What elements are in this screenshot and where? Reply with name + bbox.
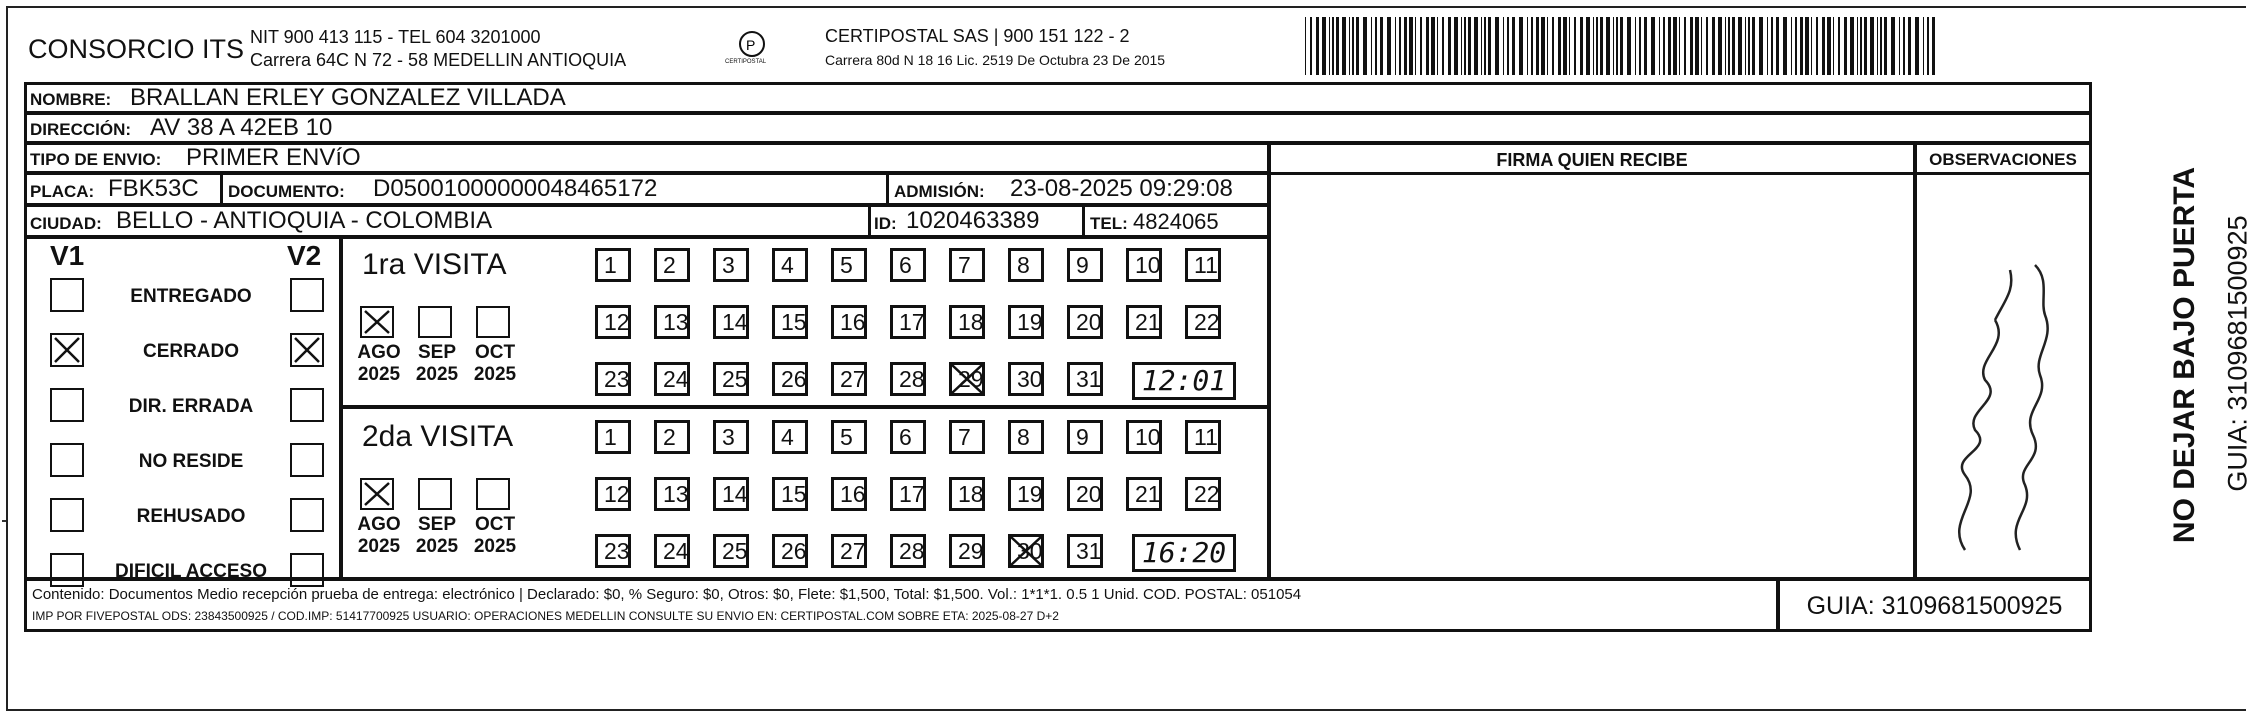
direccion-label: DIRECCIÓN: — [30, 120, 132, 139]
day-cell[interactable]: 7 — [949, 420, 985, 454]
month-checkbox[interactable] — [360, 478, 394, 510]
day-cell[interactable]: 17 — [890, 477, 926, 511]
month-label: OCT — [474, 342, 516, 363]
month-label: SEP — [417, 342, 457, 363]
v2-checkbox[interactable] — [290, 498, 324, 532]
day-cell[interactable]: 31 — [1067, 362, 1103, 396]
day-cell[interactable]: 27 — [831, 362, 867, 396]
footer-line2: IMP POR FIVEPOSTAL ODS: 23843500925 / COD.IMP: 51417700925 USUARIO: OPERACIONES MEDELLIN CONSULTE SU ENVIO EN: CERTIPOSTAL.COM SOBRE ETA: 2025-08-27 D+2 — [32, 609, 1059, 623]
day-cell[interactable]: 10 — [1126, 248, 1162, 282]
v1-checkbox[interactable] — [50, 388, 84, 422]
v2-checkbox[interactable] — [290, 278, 324, 312]
year-label: 2025 — [473, 364, 517, 385]
month-checkbox[interactable] — [476, 478, 510, 510]
day-cell[interactable]: 14 — [713, 305, 749, 339]
year-label: 2025 — [473, 536, 517, 557]
certipostal-logo — [722, 28, 782, 74]
day-cell[interactable]: 5 — [831, 248, 867, 282]
tel-value: 4824065 — [1133, 209, 1219, 234]
day-cell[interactable]: 21 — [1126, 305, 1162, 339]
direccion-row — [24, 112, 2092, 144]
day-cell[interactable]: 19 — [1008, 477, 1044, 511]
day-cell[interactable]: 16 — [831, 477, 867, 511]
day-cell[interactable]: 25 — [713, 362, 749, 396]
month-label: AGO — [357, 514, 401, 535]
day-cell[interactable]: 28 — [890, 362, 926, 396]
day-cell[interactable]: 30 — [1008, 534, 1044, 568]
day-cell[interactable]: 20 — [1067, 305, 1103, 339]
v1-header: V1 — [50, 240, 85, 271]
ciudad-value: BELLO - ANTIOQUIA - COLOMBIA — [116, 207, 493, 234]
ciudad-label: CIUDAD: — [30, 214, 102, 233]
admision-divider — [886, 172, 889, 206]
placa-label: PLACA: — [30, 182, 95, 201]
v1-checkbox[interactable] — [50, 498, 84, 532]
direccion-value: AV 38 A 42EB 10 — [150, 114, 333, 141]
year-label: 2025 — [415, 536, 459, 557]
id-value: 1020463389 — [906, 207, 1040, 234]
admision-value: 23-08-2025 09:29:08 — [1010, 175, 1233, 202]
day-cell[interactable]: 13 — [654, 305, 690, 339]
placa-divider — [220, 172, 223, 206]
certipostal-line: CERTIPOSTAL SAS | 900 151 122 - 2 — [825, 26, 1130, 46]
day-cell[interactable]: 6 — [890, 420, 926, 454]
certipostal-address: Carrera 80d N 18 16 Lic. 2519 De Octubra 23 De 2015 — [825, 52, 1166, 68]
day-cell[interactable]: 22 — [1185, 305, 1221, 339]
day-cell[interactable]: 26 — [772, 534, 808, 568]
checked-mark-icon — [362, 480, 392, 508]
day-cell[interactable]: 1 — [595, 420, 631, 454]
logo-caption: CERTIPOSTAL — [725, 59, 767, 65]
v2-checkbox[interactable] — [290, 388, 324, 422]
day-cell[interactable]: 11 — [1185, 420, 1221, 454]
address-line: Carrera 64C N 72 - 58 MEDELLIN ANTIOQUIA — [250, 50, 627, 70]
tipo-label: TIPO DE ENVIO: — [30, 150, 162, 169]
status-option-label: REHUSADO — [136, 506, 246, 527]
v1-checkbox[interactable] — [50, 333, 84, 367]
v2-checkbox[interactable] — [290, 443, 324, 477]
day-cell[interactable]: 18 — [949, 477, 985, 511]
nit-line: NIT 900 413 115 - TEL 604 3201000 — [250, 27, 541, 47]
status-option-label: DIR. ERRADA — [128, 396, 254, 417]
checked-mark-icon — [362, 308, 392, 336]
day-cell[interactable]: 7 — [949, 248, 985, 282]
month-checkbox[interactable] — [418, 306, 452, 338]
day-cell[interactable]: 4 — [772, 248, 808, 282]
day-cell[interactable]: 14 — [713, 477, 749, 511]
day-cell[interactable]: 16 — [831, 305, 867, 339]
day-cell[interactable]: 19 — [1008, 305, 1044, 339]
day-cell[interactable]: 29 — [949, 534, 985, 568]
year-label: 2025 — [357, 364, 401, 385]
day-cell[interactable]: 10 — [1126, 420, 1162, 454]
firma-header: FIRMA QUIEN RECIBE — [1496, 150, 1688, 170]
day-cell[interactable]: 25 — [713, 534, 749, 568]
day-cell[interactable]: 21 — [1126, 477, 1162, 511]
day-cell[interactable]: 27 — [831, 534, 867, 568]
observaciones-header: OBSERVACIONES — [1929, 150, 2077, 169]
day-cell[interactable]: 9 — [1067, 420, 1103, 454]
v1-checkbox[interactable] — [50, 443, 84, 477]
month-label: AGO — [357, 342, 401, 363]
svg-text:P: P — [746, 37, 756, 53]
day-cell[interactable]: 26 — [772, 362, 808, 396]
day-cell[interactable]: 5 — [831, 420, 867, 454]
day-cell[interactable]: 29 — [949, 362, 985, 396]
day-cell[interactable]: 30 — [1008, 362, 1044, 396]
month-checkbox[interactable] — [418, 478, 452, 510]
documento-value: D05001000000048465172 — [373, 175, 658, 202]
side-guia: GUIA: 3109681500925 — [2222, 215, 2253, 492]
day-cell[interactable]: 4 — [772, 420, 808, 454]
day-cell[interactable]: 20 — [1067, 477, 1103, 511]
checked-mark-icon — [292, 335, 322, 365]
year-label: 2025 — [357, 536, 401, 557]
day-cell[interactable]: 18 — [949, 305, 985, 339]
handwritten-note-image — [1925, 260, 2075, 560]
nombre-label: NOMBRE: — [30, 90, 112, 109]
day-cell[interactable]: 1 — [595, 248, 631, 282]
observaciones-handwriting — [1925, 260, 2075, 560]
tel-label: TEL: — [1090, 214, 1128, 233]
barcode — [1305, 17, 1937, 75]
documento-label: DOCUMENTO: — [228, 182, 345, 201]
company-name: CONSORCIO ITS — [28, 34, 245, 64]
year-label: 2025 — [415, 364, 459, 385]
barcode-image — [1305, 17, 1937, 75]
observaciones-header-line — [1914, 172, 2092, 175]
month-checkbox[interactable] — [360, 306, 394, 338]
day-cell[interactable]: 9 — [1067, 248, 1103, 282]
day-cell[interactable]: 17 — [890, 305, 926, 339]
day-cell[interactable]: 31 — [1067, 534, 1103, 568]
status-option-label: CERRADO — [142, 341, 240, 362]
day-cell[interactable]: 13 — [654, 477, 690, 511]
placa-value: FBK53C — [108, 175, 199, 202]
visit-title: 2da VISITA — [362, 420, 514, 453]
day-cell[interactable]: 15 — [772, 305, 808, 339]
visit-title: 1ra VISITA — [362, 248, 507, 281]
day-cell[interactable]: 15 — [772, 477, 808, 511]
day-cell[interactable]: 12 — [595, 477, 631, 511]
day-cell[interactable]: 28 — [890, 534, 926, 568]
day-cell[interactable]: 22 — [1185, 477, 1221, 511]
tipo-value: PRIMER ENVíO — [186, 144, 361, 171]
day-cell[interactable]: 2 — [654, 420, 690, 454]
status-option-label: ENTREGADO — [130, 286, 252, 307]
visit-time: 12:01 — [1132, 362, 1236, 400]
id-divider — [868, 204, 871, 238]
day-cell[interactable]: 8 — [1008, 420, 1044, 454]
v2-header: V2 — [287, 240, 322, 271]
day-cell[interactable]: 3 — [713, 420, 749, 454]
status-option-label: DIFICIL ACCESO — [114, 561, 267, 582]
nombre-value: BRALLAN ERLEY GONZALEZ VILLADA — [130, 84, 566, 111]
firma-header-line — [1268, 172, 1916, 175]
visit-time: 16:20 — [1132, 534, 1236, 572]
day-cell[interactable]: 11 — [1185, 248, 1221, 282]
month-label: OCT — [474, 514, 516, 535]
checked-mark-icon — [52, 335, 82, 365]
day-cell[interactable]: 23 — [595, 362, 631, 396]
v1-checkbox[interactable] — [50, 278, 84, 312]
day-cell[interactable]: 12 — [595, 305, 631, 339]
day-cell[interactable]: 2 — [654, 248, 690, 282]
month-label: SEP — [417, 514, 457, 535]
side-warning: NO DEJAR BAJO PUERTA — [2168, 166, 2201, 544]
admision-label: ADMISIÓN: — [894, 182, 985, 201]
footer-line1: Contenido: Documentos Medio recepción prueba de entrega: electrónico | Declarado: $0, % Seguro: $0, Otros: $0, Flete: $1,500, Total: $1,500. Vol.: 1*1*1. 0.5 1 Unid. COD. POSTAL: 051054 — [32, 586, 1302, 603]
v2-checkbox[interactable] — [290, 333, 324, 367]
stray-mark — [2, 520, 6, 522]
firma-column — [1268, 142, 1916, 580]
day-cell[interactable]: 3 — [713, 248, 749, 282]
tel-divider — [1082, 204, 1085, 238]
day-cell[interactable]: 24 — [654, 362, 690, 396]
day-cell[interactable]: 23 — [595, 534, 631, 568]
day-cell[interactable]: 8 — [1008, 248, 1044, 282]
month-checkbox[interactable] — [476, 306, 510, 338]
status-option-label: NO RESIDE — [138, 451, 244, 472]
logo-icon — [722, 28, 782, 74]
footer-guia: GUIA: 3109681500925 — [1806, 592, 2063, 620]
id-label: ID: — [874, 214, 897, 233]
day-cell[interactable]: 6 — [890, 248, 926, 282]
day-cell[interactable]: 24 — [654, 534, 690, 568]
